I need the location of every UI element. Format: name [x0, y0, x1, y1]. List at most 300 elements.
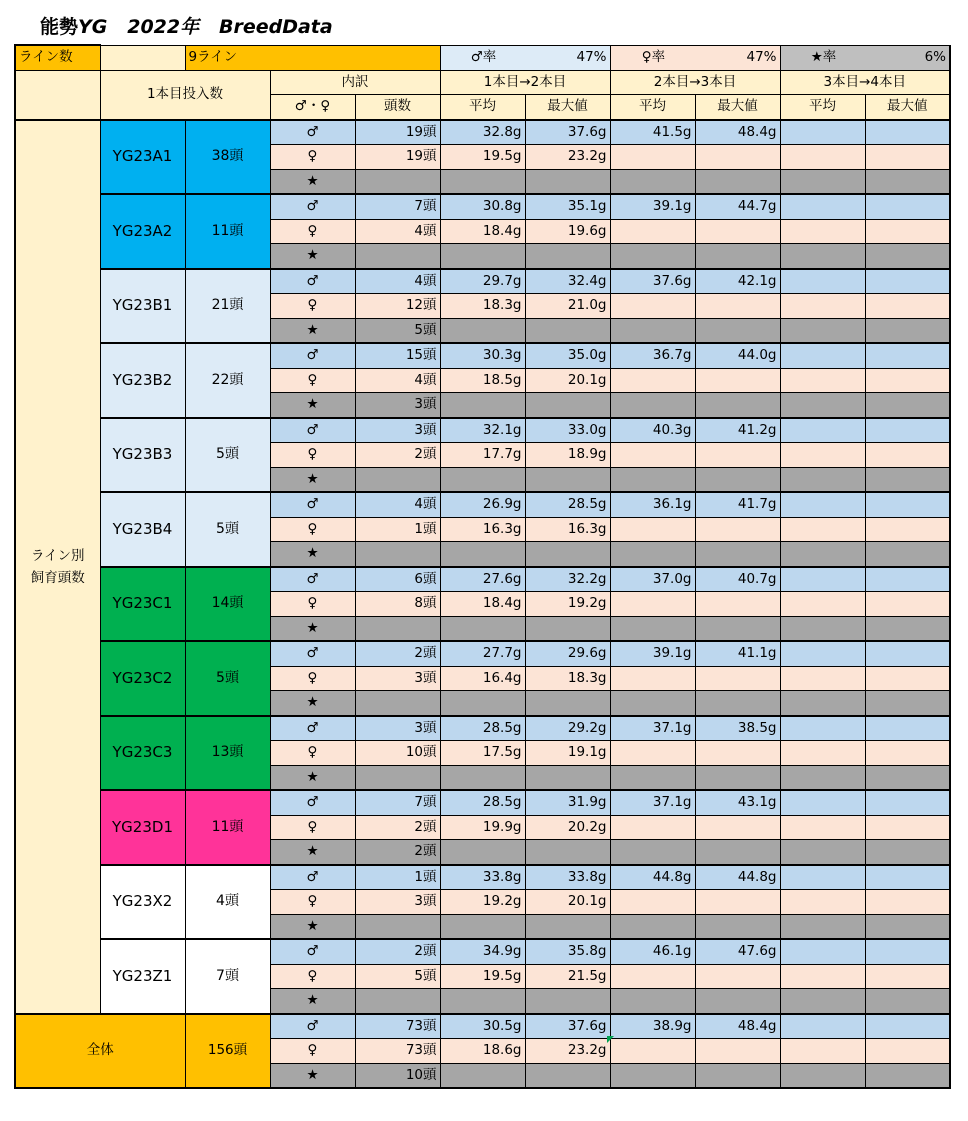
stage1-avg: 28.5g	[440, 790, 525, 815]
sex-symbol: ★	[270, 691, 355, 716]
line-total: 13頭	[185, 716, 270, 791]
stage3-max	[865, 120, 950, 145]
line-name: YG23A2	[100, 194, 185, 269]
empty-cell	[440, 691, 525, 716]
stage3-avg	[780, 567, 865, 592]
stage3-max	[865, 939, 950, 964]
stage2-max: 43.1g	[695, 790, 780, 815]
empty-cell	[610, 542, 695, 567]
stage2-max	[695, 1039, 780, 1064]
stage1-max: 29.2g	[525, 716, 610, 741]
stage2-avg: 46.1g	[610, 939, 695, 964]
line-name: YG23B2	[100, 343, 185, 418]
female-rate: ♀率 47%	[610, 45, 780, 70]
stage1-avg: 32.8g	[440, 120, 525, 145]
heads-count: 2頭	[355, 443, 440, 468]
stage3-max	[865, 219, 950, 244]
stage2-avg: 39.1g	[610, 194, 695, 219]
sex-symbol: ♀	[270, 294, 355, 319]
heads-count: 4頭	[355, 269, 440, 294]
stage1-avg: 17.7g	[440, 443, 525, 468]
stage2-max	[695, 443, 780, 468]
table-row	[15, 716, 950, 741]
sex-symbol: ♀	[270, 592, 355, 617]
stage3-max	[865, 145, 950, 170]
stage1-max: 20.2g	[525, 815, 610, 840]
stage1-avg: 16.4g	[440, 666, 525, 691]
empty-cell	[525, 393, 610, 418]
heads-count: 1頭	[355, 517, 440, 542]
empty-cell	[865, 244, 950, 269]
empty-cell	[865, 765, 950, 790]
stage3-avg	[780, 1039, 865, 1064]
stage2-max: 38.5g	[695, 716, 780, 741]
stage3-avg	[780, 790, 865, 815]
line-total: 5頭	[185, 492, 270, 567]
table-row	[15, 865, 950, 890]
male-rate: ♂率 47%	[440, 45, 610, 70]
stage1-avg: 18.4g	[440, 219, 525, 244]
stage2-max	[695, 666, 780, 691]
table-row	[15, 418, 950, 443]
heads-count: 12頭	[355, 294, 440, 319]
stage2-avg: 37.1g	[610, 790, 695, 815]
stage3-avg	[780, 492, 865, 517]
sex-col-header: ♂・♀	[270, 95, 355, 120]
empty-cell	[440, 244, 525, 269]
stage1-max: 33.8g	[525, 865, 610, 890]
sex-symbol: ♀	[270, 815, 355, 840]
group-label	[15, 120, 100, 1014]
stage1-avg-header: 平均	[440, 95, 525, 120]
heads-count: 3頭	[355, 890, 440, 915]
stage3-avg	[780, 890, 865, 915]
stage1-avg: 19.9g	[440, 815, 525, 840]
line-name: YG23B3	[100, 418, 185, 493]
empty-cell	[695, 914, 780, 939]
stage2-max	[695, 964, 780, 989]
empty-cell	[780, 169, 865, 194]
heads-count	[355, 691, 440, 716]
stage1-max: 18.9g	[525, 443, 610, 468]
heads-count: 4頭	[355, 492, 440, 517]
stage2-avg: 40.3g	[610, 418, 695, 443]
stage3-max	[865, 368, 950, 393]
sex-symbol: ♀	[270, 1039, 355, 1064]
table-row	[15, 567, 950, 592]
heads-count: 2頭	[355, 939, 440, 964]
sex-symbol: ♂	[270, 865, 355, 890]
empty-cell	[525, 244, 610, 269]
breed-data-table	[14, 44, 951, 1089]
stage2-avg	[610, 666, 695, 691]
empty-cell	[780, 989, 865, 1014]
sex-symbol: ♂	[270, 418, 355, 443]
stage2-avg-header: 平均	[610, 95, 695, 120]
stage2-max: 44.0g	[695, 343, 780, 368]
breakdown-header: 内訳	[270, 70, 440, 95]
empty-cell	[440, 318, 525, 343]
stage2-avg: 37.0g	[610, 567, 695, 592]
empty-cell	[440, 393, 525, 418]
empty-cell	[695, 542, 780, 567]
empty-cell	[695, 169, 780, 194]
sex-symbol: ★	[270, 1063, 355, 1088]
empty-cell	[440, 616, 525, 641]
stage1-avg: 30.5g	[440, 1014, 525, 1039]
heads-count: 2頭	[355, 641, 440, 666]
sex-symbol: ♂	[270, 1014, 355, 1039]
sex-symbol: ★	[270, 318, 355, 343]
line-name: YG23Z1	[100, 939, 185, 1014]
stage3-max	[865, 1039, 950, 1064]
empty-cell	[440, 467, 525, 492]
line-total: 5頭	[185, 641, 270, 716]
heads-count	[355, 169, 440, 194]
empty-cell	[440, 1063, 525, 1088]
table-row	[15, 343, 950, 368]
stage2-max: 47.6g	[695, 939, 780, 964]
heads-count: 19頭	[355, 120, 440, 145]
stage1-max: 37.6g	[525, 1014, 610, 1039]
heads-count: 73頭	[355, 1039, 440, 1064]
sex-symbol: ★	[270, 244, 355, 269]
empty-cell	[440, 914, 525, 939]
stage1-max-header: 最大値	[525, 95, 610, 120]
line-total: 22頭	[185, 343, 270, 418]
first-input-header: 1本目投入数	[100, 70, 270, 120]
empty-cell	[695, 616, 780, 641]
cell-comment-marker	[607, 1036, 614, 1043]
stage1-avg: 16.3g	[440, 517, 525, 542]
empty-cell	[865, 1063, 950, 1088]
stage1-max: 28.5g	[525, 492, 610, 517]
empty-cell	[610, 467, 695, 492]
heads-count: 1頭	[355, 865, 440, 890]
stage1-max: 31.9g	[525, 790, 610, 815]
stage2-max	[695, 517, 780, 542]
stage3-max	[865, 517, 950, 542]
sex-symbol: ★	[270, 393, 355, 418]
empty-cell	[525, 467, 610, 492]
stage1-avg: 32.1g	[440, 418, 525, 443]
empty-cell	[525, 914, 610, 939]
heads-count	[355, 467, 440, 492]
sex-symbol: ♂	[270, 343, 355, 368]
stage3-avg	[780, 517, 865, 542]
sex-symbol: ♀	[270, 890, 355, 915]
empty-cell	[780, 542, 865, 567]
stage2-avg	[610, 890, 695, 915]
stage3-max	[865, 741, 950, 766]
heads-count	[355, 244, 440, 269]
stage2-avg	[610, 592, 695, 617]
stage2-max	[695, 815, 780, 840]
empty-cell	[695, 765, 780, 790]
sex-symbol: ♀	[270, 964, 355, 989]
heads-count: 5頭	[355, 964, 440, 989]
empty-cell	[525, 765, 610, 790]
line-total: 5頭	[185, 418, 270, 493]
stage3-avg	[780, 120, 865, 145]
stage1-avg: 17.5g	[440, 741, 525, 766]
stage2-avg	[610, 294, 695, 319]
stage3-avg	[780, 194, 865, 219]
empty-cell	[780, 393, 865, 418]
sex-symbol: ♂	[270, 269, 355, 294]
heads-count: 3頭	[355, 716, 440, 741]
empty-cell	[695, 393, 780, 418]
stage2-avg	[610, 741, 695, 766]
stage1-avg: 26.9g	[440, 492, 525, 517]
stage2-avg	[610, 517, 695, 542]
empty-cell	[865, 169, 950, 194]
heads-count: 73頭	[355, 1014, 440, 1039]
empty-cell	[610, 765, 695, 790]
stage2-avg: 41.5g	[610, 120, 695, 145]
line-total: 11頭	[185, 790, 270, 865]
empty-cell	[865, 691, 950, 716]
stage1-avg: 27.6g	[440, 567, 525, 592]
sex-symbol: ★	[270, 542, 355, 567]
table-row	[15, 939, 950, 964]
stage3-avg	[780, 865, 865, 890]
stage2-avg: 37.1g	[610, 716, 695, 741]
stage3-max	[865, 567, 950, 592]
stage1-max: 23.2g	[525, 1039, 610, 1064]
stage1-avg: 18.5g	[440, 368, 525, 393]
empty-cell	[440, 169, 525, 194]
table-row	[15, 120, 950, 145]
stage3-header: 3本目→4本目	[780, 70, 950, 95]
empty-cell	[610, 616, 695, 641]
stage3-max	[865, 269, 950, 294]
stage3-avg	[780, 269, 865, 294]
sex-symbol: ♀	[270, 741, 355, 766]
heads-count: 6頭	[355, 567, 440, 592]
stage1-max: 29.6g	[525, 641, 610, 666]
empty-cell	[780, 318, 865, 343]
stage2-max	[695, 592, 780, 617]
empty-cell	[440, 765, 525, 790]
stage1-max: 20.1g	[525, 890, 610, 915]
stage2-avg	[610, 368, 695, 393]
stage3-avg	[780, 964, 865, 989]
sex-symbol: ★	[270, 616, 355, 641]
stage3-avg	[780, 443, 865, 468]
stage3-max	[865, 815, 950, 840]
stage2-max: 41.1g	[695, 641, 780, 666]
line-name: YG23A1	[100, 120, 185, 195]
sex-symbol: ★	[270, 914, 355, 939]
empty-cell	[695, 840, 780, 865]
table-row	[15, 1014, 950, 1039]
stage1-avg: 28.5g	[440, 716, 525, 741]
stage3-avg	[780, 815, 865, 840]
stage2-avg: 36.1g	[610, 492, 695, 517]
sex-symbol: ♂	[270, 939, 355, 964]
empty-cell	[695, 244, 780, 269]
table-row	[15, 790, 950, 815]
line-total: 4頭	[185, 865, 270, 940]
stage1-avg: 19.5g	[440, 964, 525, 989]
heads-count: 10頭	[355, 1063, 440, 1088]
empty-cell	[695, 989, 780, 1014]
heads-count: 4頭	[355, 368, 440, 393]
empty-cell	[695, 1063, 780, 1088]
stage2-header: 2本目→3本目	[610, 70, 780, 95]
stage3-max	[865, 790, 950, 815]
sex-symbol: ★	[270, 989, 355, 1014]
stage3-max	[865, 641, 950, 666]
empty-cell	[440, 989, 525, 1014]
heads-count	[355, 616, 440, 641]
heads-count: 5頭	[355, 318, 440, 343]
stage1-max: 37.6g	[525, 120, 610, 145]
empty-cell	[610, 1063, 695, 1088]
table-row	[15, 492, 950, 517]
empty-cell	[610, 393, 695, 418]
line-total: 7頭	[185, 939, 270, 1014]
stage1-avg: 29.7g	[440, 269, 525, 294]
stage2-max: 40.7g	[695, 567, 780, 592]
heads-count	[355, 542, 440, 567]
empty-cell	[525, 616, 610, 641]
stage1-max: 21.5g	[525, 964, 610, 989]
stage1-avg: 18.3g	[440, 294, 525, 319]
empty-cell	[525, 318, 610, 343]
stage3-avg	[780, 343, 865, 368]
stage2-max	[695, 368, 780, 393]
line-name: YG23C2	[100, 641, 185, 716]
stage3-max	[865, 964, 950, 989]
sex-symbol: ♀	[270, 145, 355, 170]
sex-symbol: ♀	[270, 666, 355, 691]
empty-cell	[525, 989, 610, 1014]
empty-cell	[525, 542, 610, 567]
stage1-avg: 19.5g	[440, 145, 525, 170]
heads-count: 2頭	[355, 815, 440, 840]
stage1-avg: 27.7g	[440, 641, 525, 666]
empty-cell	[610, 691, 695, 716]
stage2-max	[695, 890, 780, 915]
stage3-max	[865, 592, 950, 617]
stage3-max	[865, 716, 950, 741]
stage3-max	[865, 443, 950, 468]
stage2-avg	[610, 964, 695, 989]
empty-cell	[525, 691, 610, 716]
stage2-avg: 37.6g	[610, 269, 695, 294]
empty-cell	[695, 318, 780, 343]
stage3-avg	[780, 666, 865, 691]
stage3-avg	[780, 418, 865, 443]
stage1-max: 20.1g	[525, 368, 610, 393]
stage3-avg-header: 平均	[780, 95, 865, 120]
stage3-max	[865, 666, 950, 691]
line-name: YG23X2	[100, 865, 185, 940]
line-name: YG23C3	[100, 716, 185, 791]
empty-cell	[865, 467, 950, 492]
line-name: YG23C1	[100, 567, 185, 642]
empty-cell	[780, 691, 865, 716]
stage3-max-header: 最大値	[865, 95, 950, 120]
stage3-avg	[780, 939, 865, 964]
stage1-avg: 19.2g	[440, 890, 525, 915]
line-name: YG23B1	[100, 269, 185, 344]
stage3-avg	[780, 741, 865, 766]
stage2-avg: 39.1g	[610, 641, 695, 666]
stage3-max	[865, 343, 950, 368]
stage2-avg: 36.7g	[610, 343, 695, 368]
stage1-max: 35.8g	[525, 939, 610, 964]
stage3-avg	[780, 294, 865, 319]
empty-cell	[865, 393, 950, 418]
heads-count: 7頭	[355, 194, 440, 219]
empty-cell	[695, 691, 780, 716]
sex-symbol: ♂	[270, 120, 355, 145]
line-total: 11頭	[185, 194, 270, 269]
heads-count: 3頭	[355, 666, 440, 691]
empty-cell	[610, 840, 695, 865]
stage3-max	[865, 194, 950, 219]
sex-symbol: ★	[270, 169, 355, 194]
stage2-max-header: 最大値	[695, 95, 780, 120]
total-label: 全体	[15, 1014, 185, 1089]
stage2-avg	[610, 219, 695, 244]
star-rate: ★率 6%	[780, 45, 950, 70]
heads-count: 3頭	[355, 418, 440, 443]
empty-cell	[865, 616, 950, 641]
stage3-max	[865, 865, 950, 890]
heads-count: 7頭	[355, 790, 440, 815]
stage2-avg	[610, 815, 695, 840]
stage1-max: 19.6g	[525, 219, 610, 244]
table-row	[15, 194, 950, 219]
stage3-max	[865, 294, 950, 319]
stage1-max: 23.2g	[525, 145, 610, 170]
stage1-max: 16.3g	[525, 517, 610, 542]
heads-count: 8頭	[355, 592, 440, 617]
stage1-max: 18.3g	[525, 666, 610, 691]
heads-count: 15頭	[355, 343, 440, 368]
stage2-max	[695, 741, 780, 766]
page-title	[40, 12, 333, 39]
stage1-avg: 30.8g	[440, 194, 525, 219]
stage1-max: 32.2g	[525, 567, 610, 592]
empty-cell	[440, 840, 525, 865]
line-name: YG23D1	[100, 790, 185, 865]
heads-count: 10頭	[355, 741, 440, 766]
empty-cell	[525, 840, 610, 865]
stage2-max: 44.7g	[695, 194, 780, 219]
line-name: YG23B4	[100, 492, 185, 567]
stage3-max	[865, 418, 950, 443]
stage3-max	[865, 492, 950, 517]
empty-cell	[865, 840, 950, 865]
sex-symbol: ★	[270, 765, 355, 790]
stage2-avg	[610, 145, 695, 170]
stage1-max: 21.0g	[525, 294, 610, 319]
heads-count	[355, 989, 440, 1014]
empty-cell	[780, 467, 865, 492]
line-count-label: ライン数	[15, 45, 100, 70]
empty-cell	[525, 169, 610, 194]
empty-cell	[610, 914, 695, 939]
empty-cell	[780, 840, 865, 865]
total-count: 156頭	[185, 1014, 270, 1089]
stage2-max: 44.8g	[695, 865, 780, 890]
sex-symbol: ♂	[270, 790, 355, 815]
